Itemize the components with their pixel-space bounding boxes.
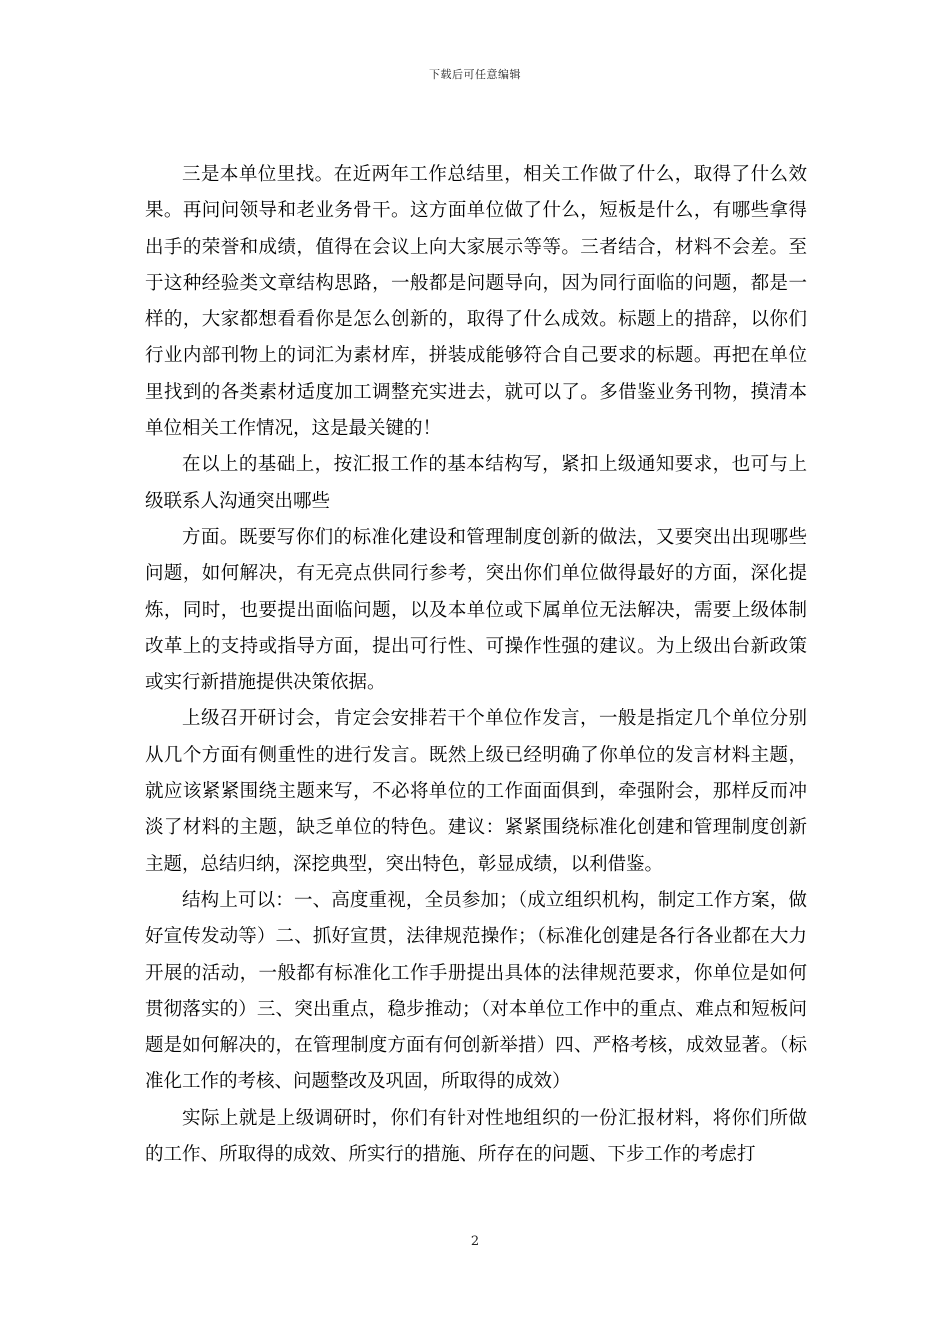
paragraph: 三是本单位里找。在近两年工作总结里，相关工作做了什么，取得了什么效果。再问问领导和老业务骨干。这方面单位做了什么，短板是什么，有哪些拿得出手的荣誉和成绩，值得在会议上向大家展示等等。三者结合，材料不会差。至于这种经验类文章结构思路，一般都是问题导向，因为同行面临的问题，都是一样的，大家都想看看你是怎么创新的，取得了什么成效。标题上的措辞，以你们行业内部刊物上的词汇为素材库，拼装成能够符合自己要求的标题。再把在单位里找到的各类素材适度加工调整充实进去，就可以了。多借鉴业务刊物，摸清本单位相关工作情况，这是最关键的！ — [145, 164, 807, 440]
page-number: 2 — [470, 1234, 480, 1249]
paragraph: 结构上可以：一、高度重视，全员参加；（成立组织机构，制定工作方案，做好宣传发动等）二、抓好宣贯，法律规范操作；（标准化创建是各行各业都在大力开展的活动，一般都有标准化工作手册提出具体的法律规范要求，你单位是如何贯彻落实的）三、突出重点，稳步推动；（对本单位工作中的重点、难点和短板问题是如何解决的，在管理制度方面有何创新举措）四、严格考核，成效显著。（标准化工作的考核、问题整改及巩固，所取得的成效） — [145, 889, 807, 1093]
paragraph: 在以上的基础上，按汇报工作的基本结构写，紧扣上级通知要求，也可与上级联系人沟通突出哪些 — [145, 454, 807, 512]
page-header: 下载后可任意编辑 — [429, 68, 521, 81]
paragraph: 上级召开研讨会，肯定会安排若干个单位作发言，一般是指定几个单位分别从几个方面有侧重性的进行发言。既然上级已经明确了你单位的发言材料主题，就应该紧紧围绕主题来写，不必将单位的工作面面俱到，牵强附会，那样反而冲淡了材料的主题，缺乏单位的特色。建议：紧紧围绕标准化创建和管理制度创新主题，总结归纳，深挖典型，突出特色，彰显成绩，以利借鉴。 — [145, 708, 807, 875]
paragraph: 实际上就是上级调研时，你们有针对性地组织的一份汇报材料，将你们所做的工作、所取得的成效、所实行的措施、所存在的问题、下步工作的考虑打 — [145, 1107, 807, 1166]
paragraph: 方面。既要写你们的标准化建设和管理制度创新的做法，又要突出出现哪些问题，如何解决，有无亮点供同行参考，突出你们单位做得最好的方面，深化提炼，同时，也要提出面临问题，以及本单位或下属单位无法解决，需要上级体制改革上的支持或指导方面，提出可行性、可操作性强的建议。为上级出台新政策或实行新措施提供决策依据。 — [145, 526, 807, 694]
document-body — [145, 157, 807, 1173]
